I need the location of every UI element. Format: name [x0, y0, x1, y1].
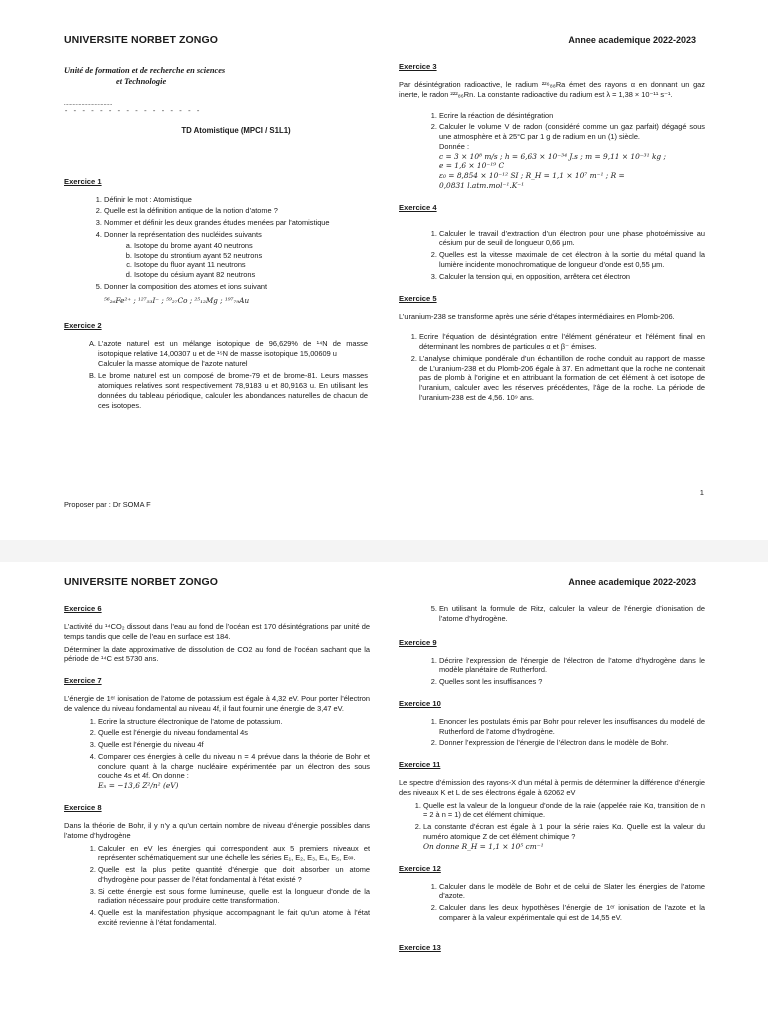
list-item: 1. Définir le mot : Atomistique: [104, 195, 368, 205]
exercise-10: [399, 699, 705, 748]
university-title: UNIVERSITE NORBET ZONGO: [64, 576, 218, 588]
donnee-line: 0,0831 l.atm.mol⁻¹.K⁻¹: [439, 180, 525, 190]
exercise-3-intro: Par désintégration radioactive, le radium ²²⁶₈₈Ra émet des rayons α en donnant un gaz inerte, le radon ²²²₈₆Rn. La constante radioactive du radium est λ = 1,38 × 10⁻¹¹ s⁻¹.: [399, 80, 705, 99]
exercise-5-list: [399, 332, 705, 402]
page-number: 1: [699, 488, 704, 497]
exercise-5: [399, 294, 705, 403]
list-item: 5. Donner la composition des atomes et ions suivant: [104, 282, 368, 292]
list-item: 2. Quelle est la définition antique de la notion d’atome ?: [104, 206, 368, 216]
exercise-8-intro: Dans la théorie de Bohr, il y n’y a qu’un certain nombre de niveau d’énergie possibles dans l’atome d’hydrogène: [64, 821, 370, 840]
page1-right-column: [399, 62, 705, 415]
exercise-9-title: Exercice 9: [399, 637, 437, 647]
ufr-heading: [64, 66, 368, 87]
ufr-line2: et Technologie: [116, 76, 167, 86]
list-item: c. Isotope du fluor ayant 11 neutrons: [134, 260, 368, 270]
list-item: b. Isotope du strontium ayant 52 neutrons: [134, 251, 368, 261]
list-item: 2. Donner l’expression de l’énergie de l’électron dans le modèle de Bohr.: [439, 738, 705, 748]
exercise-10-list: [399, 717, 705, 748]
list-item: 1. Ecrire la réaction de désintégration: [439, 111, 705, 121]
list-item: 1. Calculer dans le modèle de Bohr et de celui de Slater les énergies de l’atome d’azote.: [439, 882, 705, 902]
exercise-6-text: L’activité du ¹⁴CO₂ dissout dans l’eau au fond de l’océan est 170 désintégrations par unité de temps tandis que celle de l’eau en surface est 184.: [64, 622, 370, 641]
exercise-12: [399, 864, 705, 923]
donnee-line: ε₀ = 8,854 × 10⁻¹² SI ; R_H = 1,1 × 10⁷ m⁻¹ ; R =: [439, 171, 625, 181]
academic-year: Annee academique 2022-2023: [568, 35, 696, 45]
page1-left-column: [64, 62, 368, 422]
donnee-label: Donnée :: [439, 141, 469, 151]
exercise-13-title: Exercice 13: [399, 942, 441, 952]
exercise-2-title: Exercice 2: [64, 321, 102, 331]
list-item: 2. Calculer dans les deux hypothèses l’énergie de 1ᵉʳ ionisation de l’azote et la comparer à la valeur expérimentale qui est de 14,55 eV.: [439, 903, 705, 923]
list-item: d. Isotope du césium ayant 82 neutrons: [134, 270, 368, 280]
item-text: A. L’azote naturel est un mélange isotopique de 96,629% de ¹⁴N de masse isotopique relative 14,00307 u et de ¹⁵N de masse isotopique 15,00609 u: [98, 339, 368, 358]
exercise-1: [64, 177, 368, 305]
exercise-2: [64, 321, 368, 410]
footer-author: Proposer par : Dr SOMA F: [64, 500, 151, 509]
exercise-9: [399, 638, 705, 687]
exercise-4-list: [399, 229, 705, 282]
list-item: 2. Quelles est la vitesse maximale de cet électron à la sortie du métal quand la lumière incidente monochromatique de longueur d’onde est 0,55 μm.: [439, 250, 705, 270]
list-item: a. Isotope du brome ayant 40 neutrons: [134, 241, 368, 251]
list-item: 1. Décrire l’expression de l’énergie de l’électron de l’atome d’hydrogène dans le modèle planétaire de Rutherford.: [439, 656, 705, 676]
exercise-11-intro: Le spectre d’émission des rayons-X d’un métal à permis de déterminer la différence d’énergie des niveaux K et L de ses électrons égale à 62062 eV: [399, 778, 705, 797]
exercise-1-list: [64, 195, 368, 292]
list-item: 1. Quelle est la valeur de la longueur d’onde de la raie (appelée raie Kα, transition de n = 2 à n = 1) de cet élément chimique.: [423, 801, 705, 821]
exercise-12-title: Exercice 12: [399, 863, 441, 873]
exercise-5-title: Exercice 5: [399, 293, 437, 303]
item-text: 2. Calculer le volume V de radon (considéré comme un gaz parfait) dégagé sous une atmosphère et à 25°C par 1 g de radium en un (1) siècle.: [439, 122, 705, 142]
exercise-3-list: [399, 111, 705, 191]
exercise-1-title: Exercice 1: [64, 176, 102, 186]
exercise-8-title: Exercice 8: [64, 802, 102, 812]
nuclide-formulas: ⁵⁶₂₆Fe²⁺ ; ¹²⁷₅₃I⁻ ; ⁵⁹₂₇Co ; ²⁵₁₂Mg ; ¹⁹⁷₇₉Au: [104, 295, 250, 305]
exercise-8-continued-list: [399, 604, 705, 624]
list-item: [98, 339, 368, 368]
exercise-4: [399, 203, 705, 282]
exercise-3-title: Exercice 3: [399, 62, 437, 71]
item-text: 4. Comparer ces énergies à celle du niveau n = 4 prévue dans la théorie de Bohr et conclure quant à la charge nucléaire expérimentée par un électron des sous couche 4s et 4f. On donne :: [98, 751, 370, 781]
list-item: 3. Calculer la tension qui, en opposition, arrêtera cet électron: [439, 272, 705, 282]
exercise-6-text: Déterminer la date approximative de dissolution de CO2 au fond de l’océan sachant que la période de ¹⁴C est 5730 ans.: [64, 644, 370, 664]
item-subtext: Calculer la masse atomique de l’azote naturel: [98, 358, 248, 368]
exercise-9-list: [399, 656, 705, 687]
list-item: 3. Si cette énergie est sous forme lumineuse, quelle est la longueur d’onde de la radiation nécessaire pour produire cette transformation.: [98, 887, 370, 907]
list-item: 2. Quelle est la plus petite quantité d’énergie que doit absorber un atome d’hydrogène pour passer de l’état fondamental à l’état existé ?: [98, 865, 370, 885]
exercise-3: [399, 62, 705, 191]
list-item: 3. Quelle est l’énergie du niveau 4f: [98, 740, 370, 750]
list-item: [423, 822, 705, 851]
list-item: 1. Calculer en eV les énergies qui correspondent aux 5 premiers niveaux et représenter schématiquement sur une échelle les séries E₁, E₂, E₃, E₄, E₅, E∞.: [98, 844, 370, 864]
bohr-formula: Eₙ = −13,6 Z²/n² (eV): [98, 781, 179, 791]
list-item: 5. En utilisant la formule de Ritz, calculer la valeur de l’énergie d’ionisation de l’atome d’hydrogène.: [439, 604, 705, 624]
constant-given: On donne R_H = 1,1 × 10⁵ cm⁻¹: [423, 841, 544, 851]
exercise-7: [64, 676, 370, 791]
list-item: 3. Nommer et définir les deux grandes études menées par l’atomistique: [104, 218, 368, 228]
academic-year: Annee academique 2022-2023: [568, 577, 696, 587]
dotted-line: ……………………………: [64, 100, 113, 108]
list-item: 2. Quelles sont les insuffisances ?: [439, 677, 705, 687]
list-item: 2. Quelle est l’énergie du niveau fondamental 4s: [98, 728, 370, 738]
td-title: TD Atomistique (MPCI / S1L1): [181, 126, 291, 136]
list-item: 1. Enoncer les postulats émis par Bohr pour relever les insuffisances du modelé de Rutherford de l’atome d’hydrogène.: [439, 717, 705, 737]
page-2: [0, 562, 768, 1024]
list-item: [439, 122, 705, 190]
exercise-7-list: [64, 717, 370, 791]
exercise-4-title: Exercice 4: [399, 202, 437, 212]
nuclide-sublist: [104, 241, 368, 280]
donnee-line: c = 3 × 10⁸ m/s ; h = 6,63 × 10⁻³⁴ J.s ; m = 9,11 × 10⁻³¹ kg ;: [439, 151, 666, 161]
donnee-line: e = 1,6 × 10⁻¹⁹ C: [439, 161, 505, 171]
list-item: [104, 230, 368, 280]
exercise-8-list: [64, 844, 370, 928]
page-separator: [0, 540, 768, 562]
exercise-7-intro: L’énergie de 1ᵉʳ ionisation de l’atome de potassium est égale à 4,32 eV. Pour porter l’électron de valence du niveau fondamental au niveau 4f, il faut fournir une énergie de 3,47 eV.: [64, 694, 370, 713]
item-text: Donner la représentation des nucléides suivants: [104, 229, 262, 239]
exercise-12-list: [399, 882, 705, 923]
exercise-10-title: Exercice 10: [399, 698, 441, 708]
ufr-line1: Unité de formation et de recherche en sciences: [64, 66, 226, 75]
exercise-11: [399, 760, 705, 851]
exercise-6: [64, 604, 370, 664]
list-item: 4. Quelle est la manifestation physique accompagnant le fait qu’un atome à l’état excité revienne à l’état fondamental.: [98, 908, 370, 928]
list-item: 1. Calculer le travail d’extraction d’un électron pour une phase photoémissive au césium pur de seuil de longueur 0,66 μm.: [439, 229, 705, 249]
exercise-8: [64, 803, 370, 928]
list-item: 2. L’analyse chimique pondérale d’un échantillon de roche conduit au rapport de masse de L’uranium-238 et du Plomb-206 égale à 37. En admettant que la roche ne contenait pas de plomb à l’origine et en attribuant la formation de cet élément à cet isotope de l’uranium, calculer avec les réserves précédentes, l’âge de la roche. La période de l’uranium-238 est de 4,56. 10⁹ ans.: [419, 354, 705, 403]
exercise-11-title: Exercice 11: [399, 760, 441, 770]
page2-left-column: [64, 604, 370, 940]
list-item: B. Le brome naturel est un composé de brome-79 et de brome-81. Leurs masses atomiques relatives sont respectivement 78,9183 u et 80,9163 u. En utilisant les données du tableau périodique, calculer les abondances naturelles de chacun de ces isotopes.: [98, 371, 368, 410]
exercise-6-title: Exercice 6: [64, 604, 102, 613]
exercise-5-intro: L’uranium-238 se transforme après une série d’étapes intermédiaires en Plomb-206.: [399, 311, 675, 321]
exercise-2-list: [64, 339, 368, 410]
university-title: UNIVERSITE NORBET ZONGO: [64, 34, 218, 46]
list-item: [98, 752, 370, 791]
list-item: 1. Ecrire la structure électronique de l’atome de potassium.: [98, 717, 370, 727]
item-text: 2. La constante d’écran est égale à 1 pour la série raies Kα. Quelle est la valeur du numéro atomique Z de cet élément chimique ?: [423, 822, 705, 841]
list-item: 1. Ecrire l’équation de désintégration entre l’élément générateur et l’élément final en déterminant les nombres de particules α et β⁻ émises.: [419, 332, 705, 352]
dashed-line: - - - - - - - - - - - - - - - -: [64, 107, 201, 116]
page2-right-column: [399, 604, 705, 965]
exercise-11-list: [399, 801, 705, 852]
exercise-13: [399, 943, 705, 953]
exercise-7-title: Exercice 7: [64, 676, 102, 686]
